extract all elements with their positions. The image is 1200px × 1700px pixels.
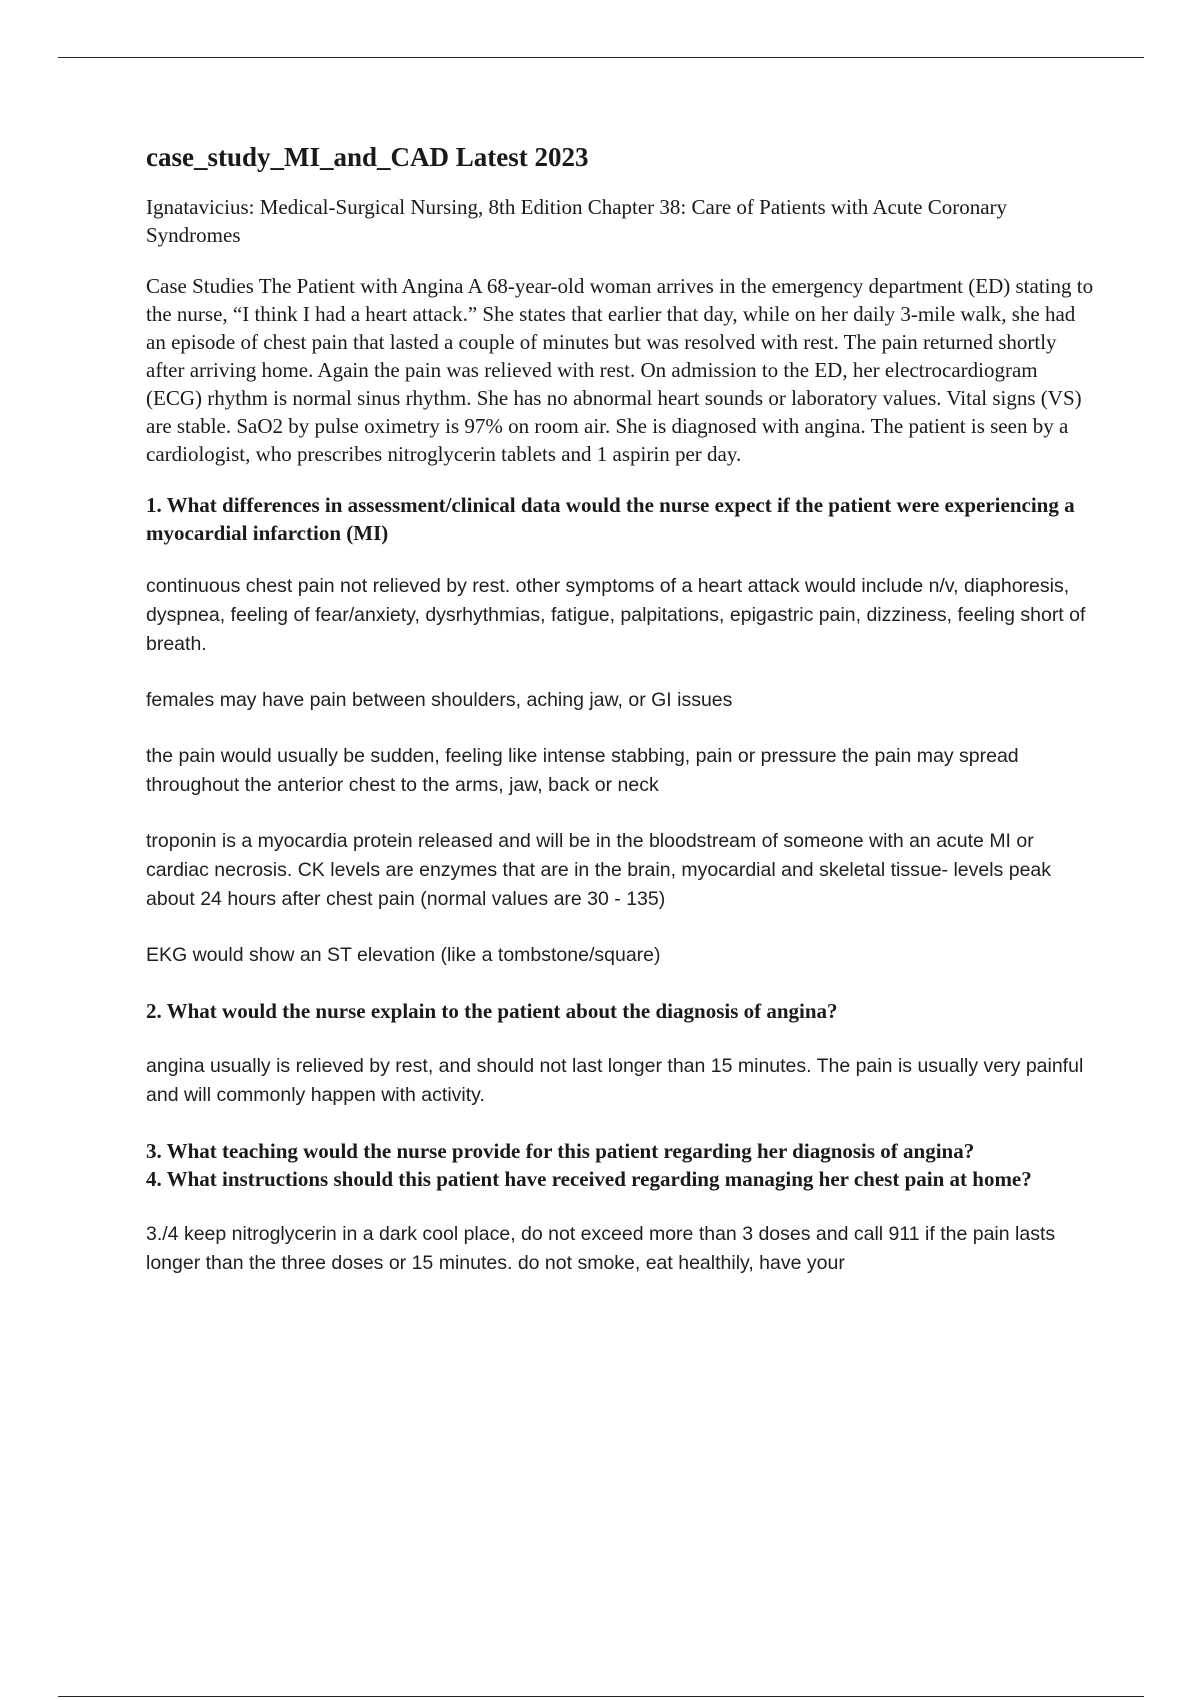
question-3: 3. What teaching would the nurse provide for this patient regarding her diagnosis of angina? [146, 1139, 975, 1163]
answer-1-paragraph-4: troponin is a myocardia protein released and will be in the bloodstream of someone with an acute MI or cardiac necrosis. CK levels are enzymes that are in the brain, myocardial and skeletal tissue- levels peak about 24 hours after chest pain (normal values are 30 - 135) [146, 830, 1052, 910]
document-subtitle: Ignatavicius: Medical-Surgical Nursing, 8th Edition Chapter 38: Care of Patients with Acute Coronary Syndromes [146, 195, 1008, 247]
case-study-text: Case Studies The Patient with Angina A 68-year-old woman arrives in the emergency department (ED) stating to the nurse, “I think I had a heart attack.” She states that earlier that day, while on her daily 3-mile walk, she had an episode of chest pain that lasted a couple of minutes but was resolved with rest. The pain returned shortly after arriving home. Again the pain was relieved with rest. On admission to the ED, her electrocardiogram (ECG) rhythm is normal sinus rhythm. She has no abnormal heart sounds or laboratory values. Vital signs (VS) are stable. SaO2 by pulse oximetry is 97% on room air. She is diagnosed with angina. The patient is seen by a cardiologist, who prescribes nitroglycerin tablets and 1 aspirin per day. [146, 274, 1094, 466]
answer-1-paragraph-2: females may have pain between shoulders, aching jaw, or GI issues [146, 689, 733, 711]
answer-1-paragraph-1: continuous chest pain not relieved by rest. other symptoms of a heart attack would include n/v, diaphoresis, dyspnea, feeling of fear/anxiety, dysrhythmias, fatigue, palpitations, epigastric pain, dizziness, feeling short of breath. [146, 575, 1086, 655]
answer-1-paragraph-5: EKG would show an ST elevation (like a tombstone/square) [146, 944, 661, 966]
document-body [146, 140, 1096, 1278]
bottom-divider [58, 1696, 1144, 1697]
question-1: 1. What differences in assessment/clinical data would the nurse expect if the patient were experiencing a myocardial infarction (MI) [146, 493, 1075, 545]
answer-2: angina usually is relieved by rest, and should not last longer than 15 minutes. The pain is usually very painful and will commonly happen with activity. [146, 1055, 1084, 1106]
question-2: 2. What would the nurse explain to the patient about the diagnosis of angina? [146, 999, 838, 1023]
answer-1-paragraph-3: the pain would usually be sudden, feeling like intense stabbing, pain or pressure the pain may spread throughout the anterior chest to the arms, jaw, back or neck [146, 745, 1019, 796]
question-4: 4. What instructions should this patient have received regarding managing her chest pain at home? [146, 1167, 1032, 1191]
document-title: case_study_MI_and_CAD Latest 2023 [146, 142, 589, 172]
top-divider [58, 57, 1144, 58]
answer-3-4: 3./4 keep nitroglycerin in a dark cool place, do not exceed more than 3 doses and call 911 if the pain lasts longer than the three doses or 15 minutes. do not smoke, eat healthily, have your [146, 1223, 1056, 1274]
